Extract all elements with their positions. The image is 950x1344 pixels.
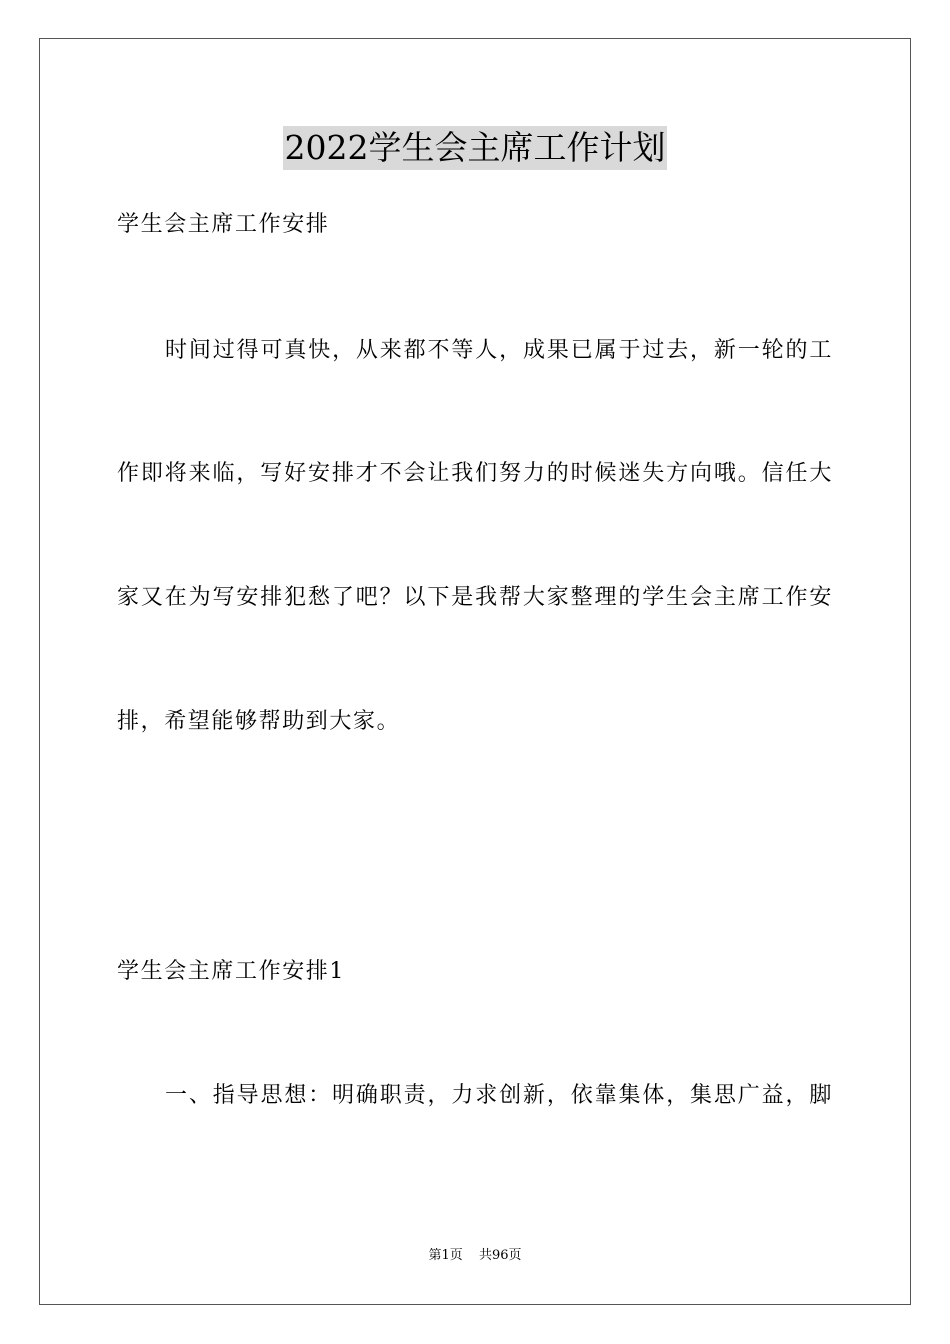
paragraph-line-1: 时间过得可真快，从来都不等人，成果已属于过去，新一轮的工: [165, 338, 833, 363]
page-footer: [0, 1247, 950, 1265]
section-heading: 学生会主席工作安排1: [117, 959, 345, 984]
section-line-1: 一、指导思想：明确职责，力求创新，依靠集体，集思广益，脚: [165, 1083, 833, 1108]
page-total: 共96页: [478, 1248, 522, 1263]
title-wrapper: [0, 126, 950, 170]
page-number: 第1页: [428, 1248, 463, 1263]
subheading: 学生会主席工作安排: [117, 212, 330, 237]
document-title: 2022学生会主席工作计划: [283, 126, 668, 170]
paragraph-line-2: 作即将来临，写好安排才不会让我们努力的时候迷失方向哦。信任大: [117, 461, 833, 486]
paragraph-line-3: 家又在为写安排犯愁了吧？以下是我帮大家整理的学生会主席工作安: [117, 585, 833, 610]
paragraph-line-4: 排，希望能够帮助到大家。: [117, 709, 401, 734]
